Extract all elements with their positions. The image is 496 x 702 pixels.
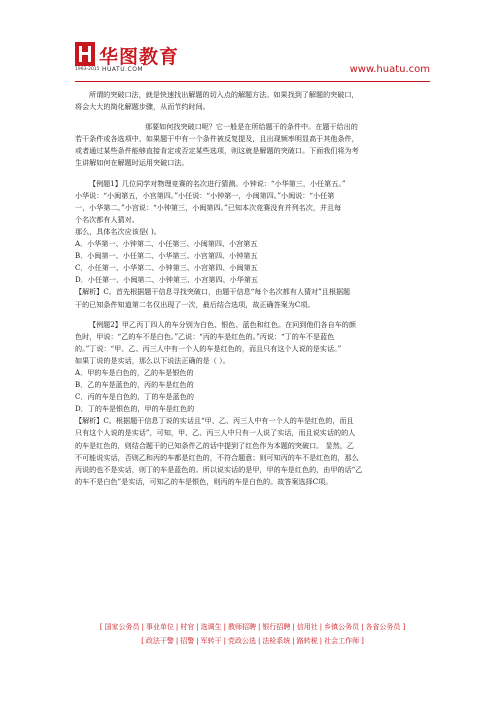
- example2-analysis: 丙说的也不是实话，则丁的车是蓝色的。所以说实话的是甲，甲的车是红色的，由甲的话“乙: [75, 464, 363, 474]
- footer-link[interactable]: 信用社: [296, 623, 318, 631]
- footer-link[interactable]: 事业单位: [145, 623, 174, 631]
- footer-link[interactable]: 军转干: [200, 637, 222, 645]
- example1-option: C．小任第一、小华第二、小钟第三、小宫第四、小闽第五: [75, 263, 258, 273]
- page-header: [75, 40, 430, 80]
- huatu-logo-icon: [75, 42, 95, 66]
- footer-link[interactable]: 各省公务员: [365, 623, 401, 631]
- example1-analysis: 【解析】C。首先根据题干信息寻找突破口，由题干信息“每个名次都有人猜对”且根据题: [75, 287, 351, 297]
- logo-chinese-name: 华图教育: [99, 46, 180, 68]
- site-url-link[interactable]: www.huatu.com: [349, 64, 430, 75]
- footer-link[interactable]: 教师招聘: [228, 623, 256, 631]
- footer-link[interactable]: 路转税: [296, 637, 318, 645]
- intro-line: 将会大大的简化解题步骤，从而节约时间。: [75, 102, 210, 112]
- example2-option: B．乙的车是蓝色的，丙的车是红色的: [75, 380, 194, 390]
- footer-link[interactable]: 银行招聘: [262, 623, 291, 631]
- example1-line: 个名次都有人猜对。: [75, 214, 139, 224]
- intro-line: 所谓的突破口法，就是快速找出解题的切入点的解题方法。如果找到了解题的突破口，: [89, 90, 359, 99]
- example1-option: D．小任第一、小闽第二、小钟第三、小宫第四、小华第五: [75, 275, 259, 285]
- example1-line: 【例题1】几位同学对物理竞赛的名次进行猜测。小钟说：“小华第三，小任第五。”: [89, 178, 346, 188]
- example1-line: 那么，具体名次应该是( )。: [75, 226, 161, 236]
- para2-line: 或者通过某些条件能够直接肯定或否定某些选项，则这就是解题的突破口。下面我们将为考: [75, 146, 359, 156]
- logo-year: 1993-2015: [75, 67, 100, 72]
- example1-line: 小华说：“小闽第五，小宫第四。”小任说：“小钟第一，小闽第四。”小闽说：“小任第: [75, 190, 335, 200]
- example2-line: 色时，甲说：“乙的车不是白色。”乙说：“丙的车是红色的。”丙说：“丁的车不是蓝色: [75, 331, 335, 341]
- footer-row-1: [ 国家公务员 | 事业单位 | 村官 | 选调生 | 教师招聘 | 银行招聘 | 信用社 | 乡镇公务员 | 各省公务员 ]: [99, 623, 406, 631]
- example1-line: 一，小华第二。”小宫说：“小钟第三，小闽第四。”已知本次竞赛没有并列名次，并且每: [75, 202, 342, 212]
- example2-analysis: 的车是红色的，则结合题干的已知条件乙的话中提到了红色作为本题的突破口。 显然，乙: [75, 440, 354, 450]
- footer-link[interactable]: 村官: [180, 623, 195, 631]
- document-body: [75, 89, 430, 488]
- example1-option: A．小华第一、小钟第二、小任第三、小闽第四、小宫第五: [75, 239, 258, 249]
- example2-analysis: 【解析】C。根据题干信息丁说的实话且“甲、乙、丙三人中有一个人的车是红色的，而且: [75, 416, 354, 426]
- footer-link[interactable]: 社会工作师: [324, 637, 360, 645]
- para2-line: 生讲解如何在解题时运用突破口法。: [75, 158, 189, 168]
- header-divider: [75, 81, 430, 82]
- para2-line: 若干条件或各选项中，如果题干中有一个条件被反复提及，且出现频率明显高于其他条件，: [75, 134, 359, 144]
- example2-line: 【例题2】甲乙丙丁四人的车分别为白色、银色、蓝色和红色。在问到他们各自车的颜: [89, 319, 356, 329]
- example2-line: 的。”丁说：“甲、乙、丙三人中有一个人的车是红色的，而且只有这个人说的是实话。”: [75, 343, 342, 353]
- footer-links: [75, 620, 430, 648]
- footer-row-2: [ 政法干警 | 招警 | 军转干 | 党政公选 | 法检系统 | 路转税 | 社会工作师 ]: [141, 637, 364, 645]
- footer-link[interactable]: 选调生: [200, 623, 222, 631]
- example2-analysis: 不可能说实话，否则乙和丙的车都是红色的，不符合题意；则可知丙的车不是红色的，那么: [75, 452, 359, 462]
- example2-line: 如果丁说的是实话，那么以下说法正确的是（ ）。: [75, 355, 230, 365]
- footer-link[interactable]: 政法干警: [145, 637, 174, 645]
- footer-link[interactable]: 招警: [180, 637, 195, 645]
- example1-option: B．小闽第一、小任第二、小华第三、小宫第四、小钟第五: [75, 251, 258, 261]
- example2-analysis: 的车不是白色”是实话，可知乙的车是银色，则丙的车是白色的。故答案选择C项。: [75, 476, 333, 486]
- footer-link[interactable]: 法检系统: [262, 637, 291, 645]
- logo-english-name: HUATU.COM: [102, 66, 144, 73]
- example2-option: D．丁的车是银色的，甲的车是红色的: [75, 404, 195, 414]
- example1-analysis: 干的已知条件知道第二名仅出现了一次，最后结合选项，故正确答案为C项。: [75, 299, 315, 309]
- example2-option: A．甲的车是白色的，乙的车是银色的: [75, 367, 194, 377]
- example2-analysis: 只有这个人说的是实话”，可知，甲、乙、丙三人中只有一人说了实话，而且说实话的的人: [75, 428, 356, 438]
- footer-link[interactable]: 党政公选: [228, 637, 256, 645]
- para2-line: 那要如何找突破口呢？它一般是在所给题干的条件中。在题干给出的: [145, 122, 358, 132]
- footer-link[interactable]: 国家公务员: [104, 623, 140, 631]
- footer-link[interactable]: 乡镇公务员: [324, 623, 360, 631]
- example2-option: C．丙的车是白色的，丁的车是蓝色的: [75, 392, 194, 402]
